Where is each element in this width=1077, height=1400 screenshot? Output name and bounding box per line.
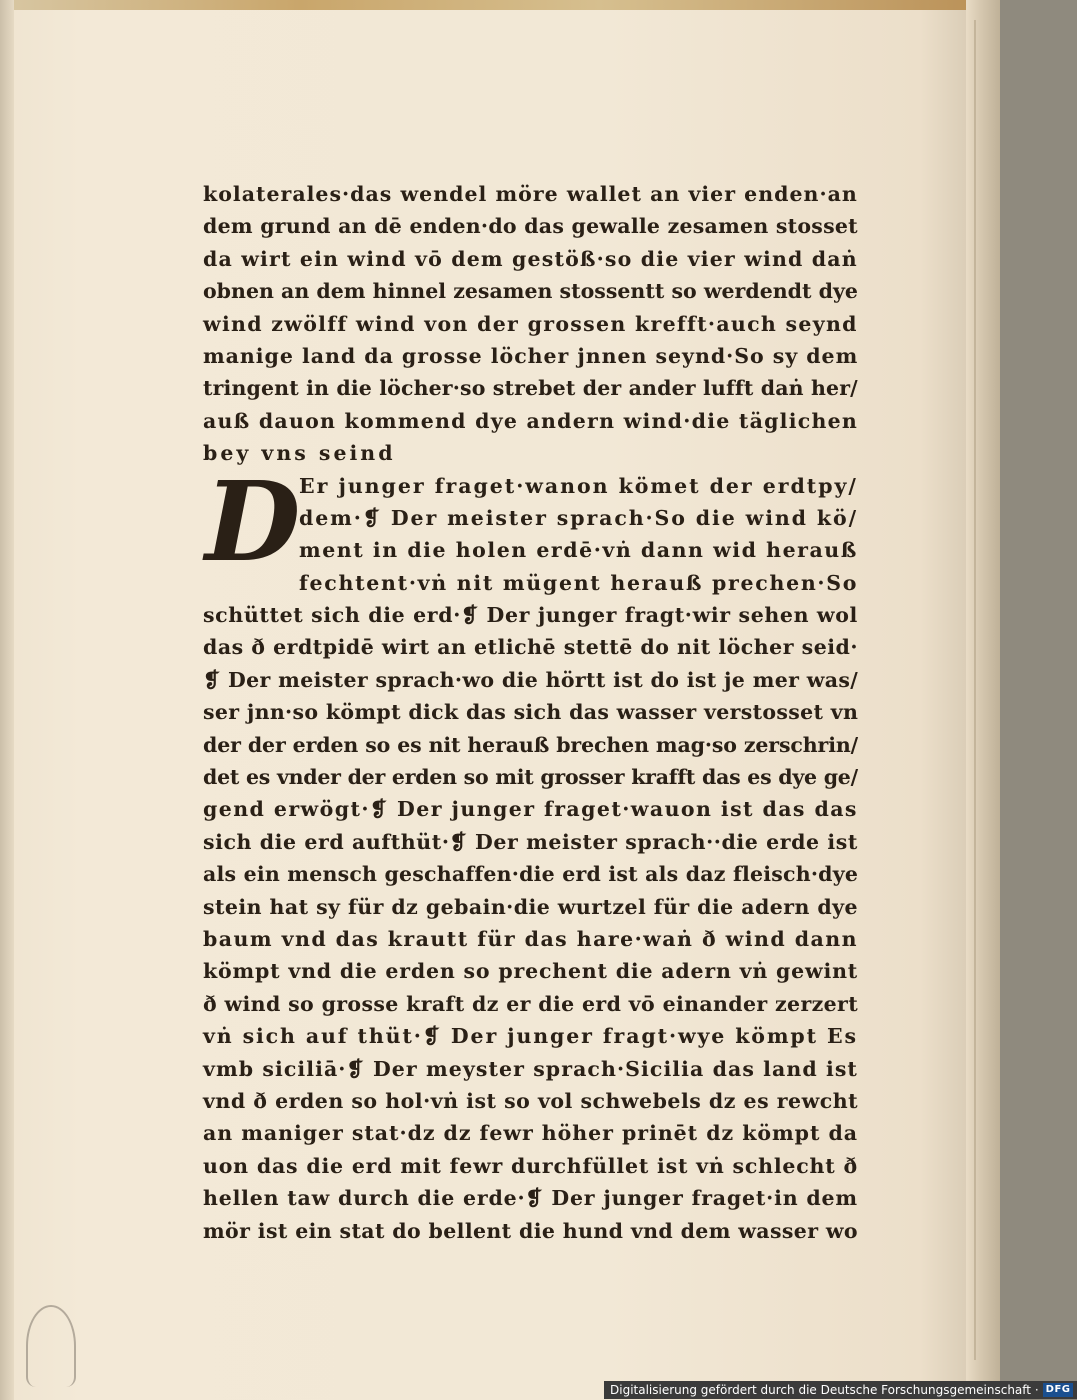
text-line: dem·❡ Der meister sprach·So die wind kö/ xyxy=(299,505,858,530)
text-line: tringent in die löcher·so strebet der ander lufft daṅ her/ xyxy=(203,376,858,401)
right-page-edge xyxy=(966,0,1000,1400)
text-before-initial xyxy=(203,178,858,470)
text-line: vmb siciliā·❡ Der meyster sprach·Sicilia das land ist xyxy=(203,1056,858,1081)
text-line: an maniger stat·dz dz fewr höher prinēt dz kömpt da xyxy=(203,1121,859,1146)
text-line: stein hat sy für dz gebain·die wurtzel für die adern dye xyxy=(203,894,858,919)
initial-paragraph xyxy=(203,456,859,600)
text-line: ment in die holen erdē·vṅ dann wid herauß xyxy=(299,538,858,563)
text-line: bey vns seind xyxy=(203,441,396,466)
text-line: uon das die erd mit fewr durchfüllet ist vṅ schlecht ð xyxy=(203,1153,858,1178)
text-line: das ð erdtpidē wirt an etlichē stettē do nit löcher seid· xyxy=(203,635,858,660)
text-line: wind zwölff wind von der grossen krefft·auch seynd xyxy=(203,311,858,336)
text-line: da wirt ein wind vō dem gestöß·so die vier wind daṅ xyxy=(203,246,858,271)
text-line: vṅ sich auf thüt·❡ Der junger fragt·wye kömpt Es xyxy=(203,1024,858,1049)
text-line: sich die erd aufthüt·❡ Der meister sprach··die erde ist xyxy=(203,829,858,854)
text-line: ❡ Der meister sprach·wo die hörtt ist do ist je mer was/ xyxy=(203,667,859,692)
text-line: obnen an dem hinnel zesamen stossentt so werdendt dye xyxy=(203,279,858,304)
text-line: fechtent·vṅ nit mügent herauß prechen·So xyxy=(299,570,859,595)
binding-thread xyxy=(26,1305,76,1387)
dfg-logo: DFG xyxy=(1043,1383,1074,1397)
text-line: ser jnn·so kömpt dick das sich das wasser verstosset vn xyxy=(203,700,859,725)
text-line: dem grund an dē enden·do das gewalle zesamen stosset xyxy=(203,214,858,239)
text-line: mör ist ein stat do bellent die hund vnd dem wasser wo xyxy=(203,1218,858,1243)
text-line: als ein mensch geschaffen·die erd ist als daz fleisch·dye xyxy=(203,862,859,887)
text-line: ð wind so grosse kraft dz er die erd vō einander zerzert xyxy=(203,991,859,1016)
text-line: auß dauon kommend dye andern wind·die täglichen xyxy=(203,408,859,433)
text-line: schüttet sich die erd·❡ Der junger fragt·wir sehen wol xyxy=(203,603,858,628)
decorated-initial-letter: D xyxy=(205,456,301,586)
text-line: det es vnder der erden so mit grosser krafft das es dye ge/ xyxy=(203,765,858,790)
text-line: manige land da grosse löcher jnnen seynd·So sy dem xyxy=(203,343,859,368)
digitization-footer xyxy=(604,1381,1077,1399)
footer-text: Digitalisierung gefördert durch die Deutsche Forschungsgemeinschaft · xyxy=(610,1383,1039,1397)
left-page-edge xyxy=(0,0,14,1400)
text-line: hellen taw durch die erde·❡ Der junger fraget·in dem xyxy=(203,1186,858,1211)
text-line: vnd ð erden so hol·vṅ ist so vol schwebels dz es rewcht xyxy=(203,1088,859,1113)
text-after-initial xyxy=(203,599,858,1247)
main-text-block xyxy=(203,178,858,1247)
text-line: Er junger fraget·wanon kömet der erdtpy/ xyxy=(299,473,858,498)
text-line: kömpt vnd die erden so prechent die adern vṅ gewint xyxy=(203,959,859,984)
text-beside-initial xyxy=(203,456,859,600)
top-page-edge xyxy=(0,0,1000,10)
text-line: kolaterales·das wendel möre wallet an vier enden·an xyxy=(203,182,858,206)
text-line: baum vnd das krautt für das hare·waṅ ð wind dann xyxy=(203,926,858,951)
text-line: gend erwögt·❡ Der junger fraget·wauon ist das das xyxy=(203,797,858,822)
text-line: der der erden so es nit herauß brechen mag·so zerschrin/ xyxy=(203,732,859,757)
